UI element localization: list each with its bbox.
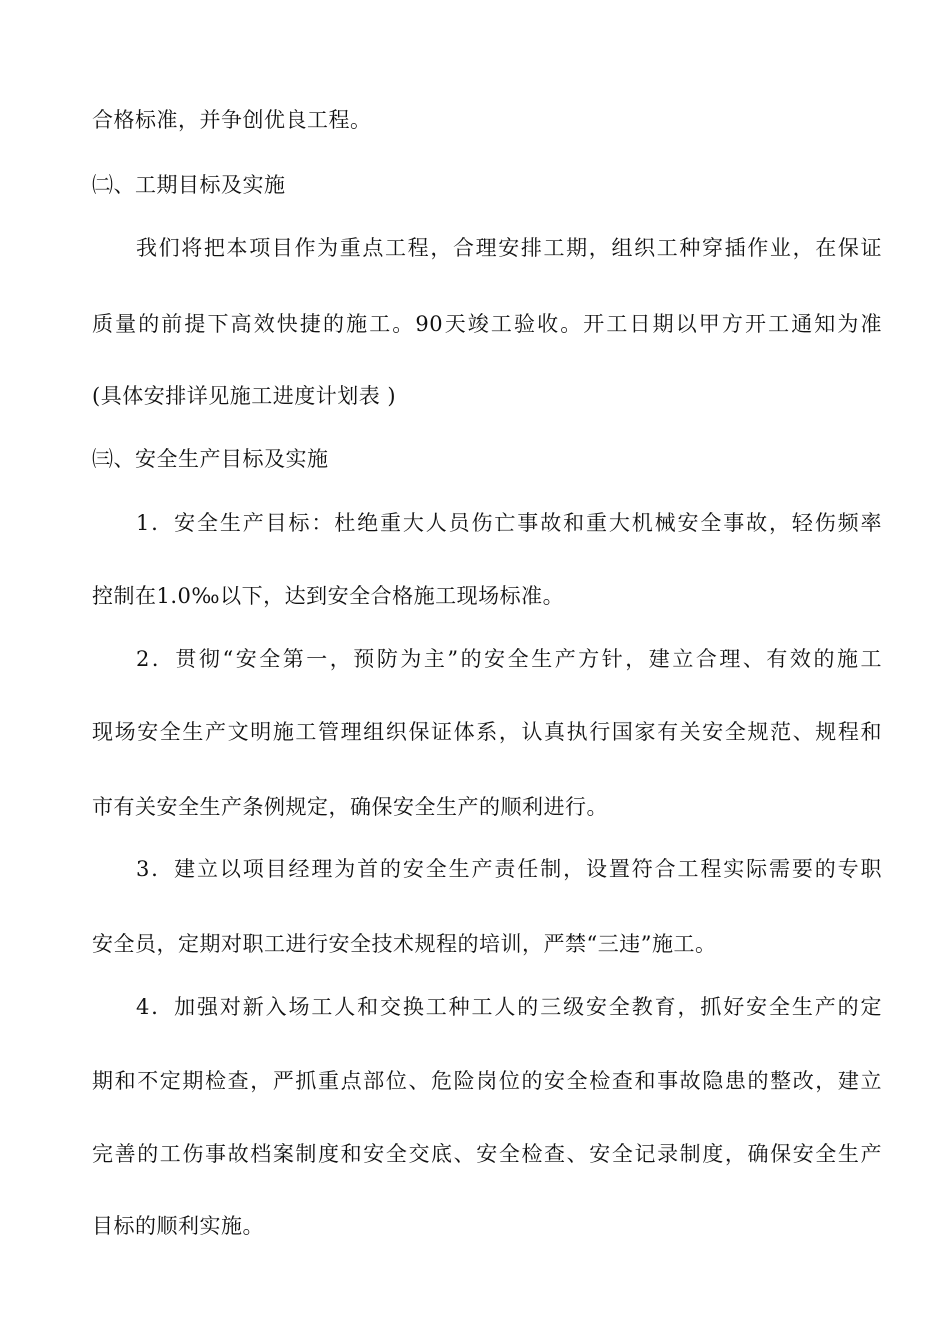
body-text-line: 合格标准，并争创优良工程。 (92, 108, 372, 132)
list-item-1-line: 1．安全生产目标：杜绝重大人员伤亡事故和重大机械安全事故，轻伤频率 (136, 511, 882, 535)
list-item-3-line: 3．建立以项目经理为首的安全生产责任制，设置符合工程实际需要的专职 (136, 857, 882, 881)
body-text-line: 质量的前提下高效快捷的施工。90天竣工验收。开工日期以甲方开工通知为准 (92, 312, 882, 336)
body-text-line: 我们将把本项目作为重点工程，合理安排工期，组织工种穿插作业，在保证 (136, 236, 882, 260)
list-item-2-line: 市有关安全生产条例规定，确保安全生产的顺利进行。 (92, 795, 608, 819)
body-text-line: (具体安排详见施工进度计划表 ) (92, 384, 397, 408)
list-item-4-line: 4．加强对新入场工人和交换工种工人的三级安全教育，抓好安全生产的定 (136, 995, 882, 1019)
list-item-2-line: 2．贯彻“安全第一，预防为主”的安全生产方针，建立合理、有效的施工 (136, 647, 882, 671)
section-heading-safety: ㈢、安全生产目标及实施 (92, 447, 329, 471)
list-item-3-line: 安全员，定期对职工进行安全技术规程的培训，严禁“三违”施工。 (92, 932, 717, 956)
list-item-4-line: 目标的顺利实施。 (92, 1214, 264, 1238)
list-item-4-line: 完善的工伤事故档案制度和安全交底、安全检查、安全记录制度，确保安全生产 (92, 1142, 882, 1166)
list-item-4-line: 期和不定期检查，严抓重点部位、危险岗位的安全检查和事故隐患的整改，建立 (92, 1069, 882, 1093)
list-item-2-line: 现场安全生产文明施工管理组织保证体系，认真执行国家有关安全规范、规程和 (92, 720, 882, 744)
section-heading-schedule: ㈡、工期目标及实施 (92, 173, 286, 197)
list-item-1-line: 控制在1.0‰以下，达到安全合格施工现场标准。 (92, 584, 565, 608)
